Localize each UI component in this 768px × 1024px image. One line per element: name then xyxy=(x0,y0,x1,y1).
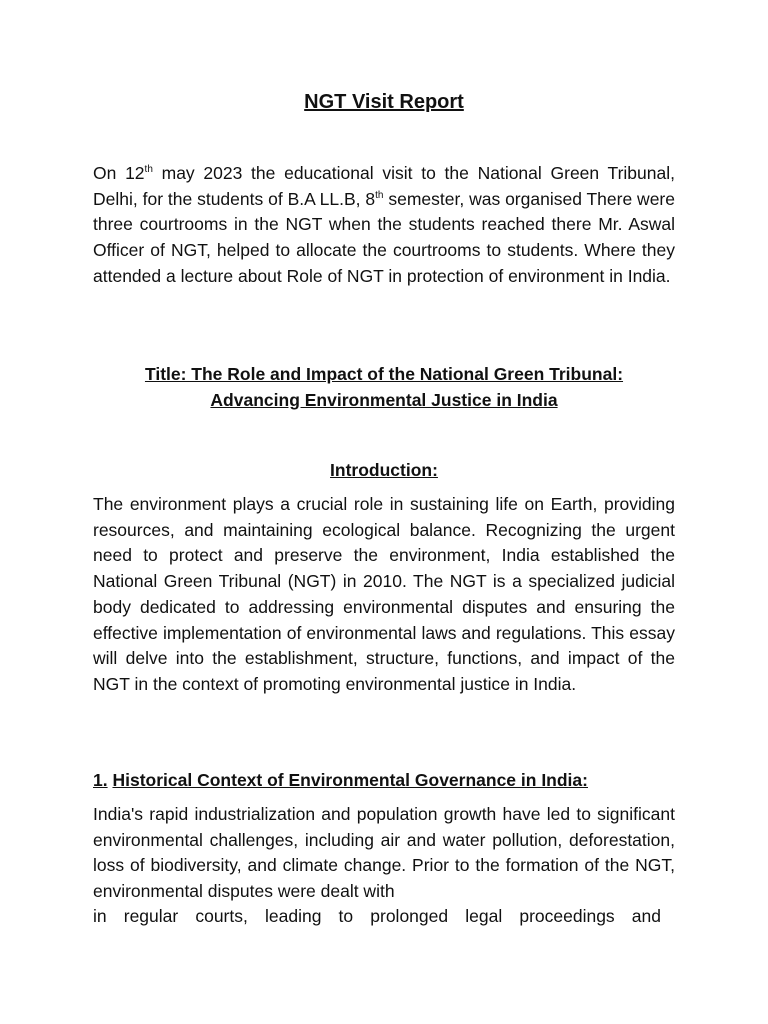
introduction-paragraph: The environment plays a crucial role in sustaining life on Earth, providing resources, and maintaining ecological balance. Recognizing the urgent need to protect and preserve the environment, India established the National Green Tribunal (NGT) in 2010. The NGT is a specialized judicial body dedicated to addressing environmental disputes and ensuring the effective implementation of environmental laws and regulations. This essay will delve into the establishment, structure, functions, and impact of the NGT in the context of promoting environmental justice in India. xyxy=(93,494,675,694)
document-title: NGT Visit Report xyxy=(304,91,464,113)
essay-title-line-1: Title: The Role and Impact of the National Green Tribunal: xyxy=(144,364,624,384)
intro-text-part-1: On 12 xyxy=(93,163,145,183)
intro-superscript-2: th xyxy=(375,189,384,201)
section-1-title: Historical Context of Environmental Governance in India: xyxy=(112,770,588,790)
section-1-heading xyxy=(93,767,693,793)
introduction-heading: Introduction: xyxy=(330,460,438,480)
intro-superscript-1: th xyxy=(144,164,153,175)
essay-title xyxy=(93,361,675,413)
section-1-number: 1. xyxy=(93,770,108,790)
intro-text-part-3: semester, was organised There were three courtrooms in the NGT when the students reached there Mr. Aswal Officer of NGT, helped to allocate the courtrooms to students. Where they attended a lecture about Role of NGT in protection of environment in India. xyxy=(93,188,675,286)
essay-title-line-2: Advancing Environmental Justice in India xyxy=(210,390,558,410)
intro-paragraph xyxy=(93,161,675,290)
section-1-paragraph-last-line: in regular courts, leading to prolonged legal proceedings and xyxy=(93,906,661,926)
intro-text-part-2: may 2023 the educational visit to the National Green Tribunal, Delhi, for the students of B.A LL.B, 8 xyxy=(93,163,675,209)
section-1-paragraph: India's rapid industrialization and population growth have led to significant environmental challenges, including air and water pollution, deforestation, loss of biodiversity, and climate change. Prior to the formation of the NGT, environmental disputes were dealt with xyxy=(93,804,675,902)
